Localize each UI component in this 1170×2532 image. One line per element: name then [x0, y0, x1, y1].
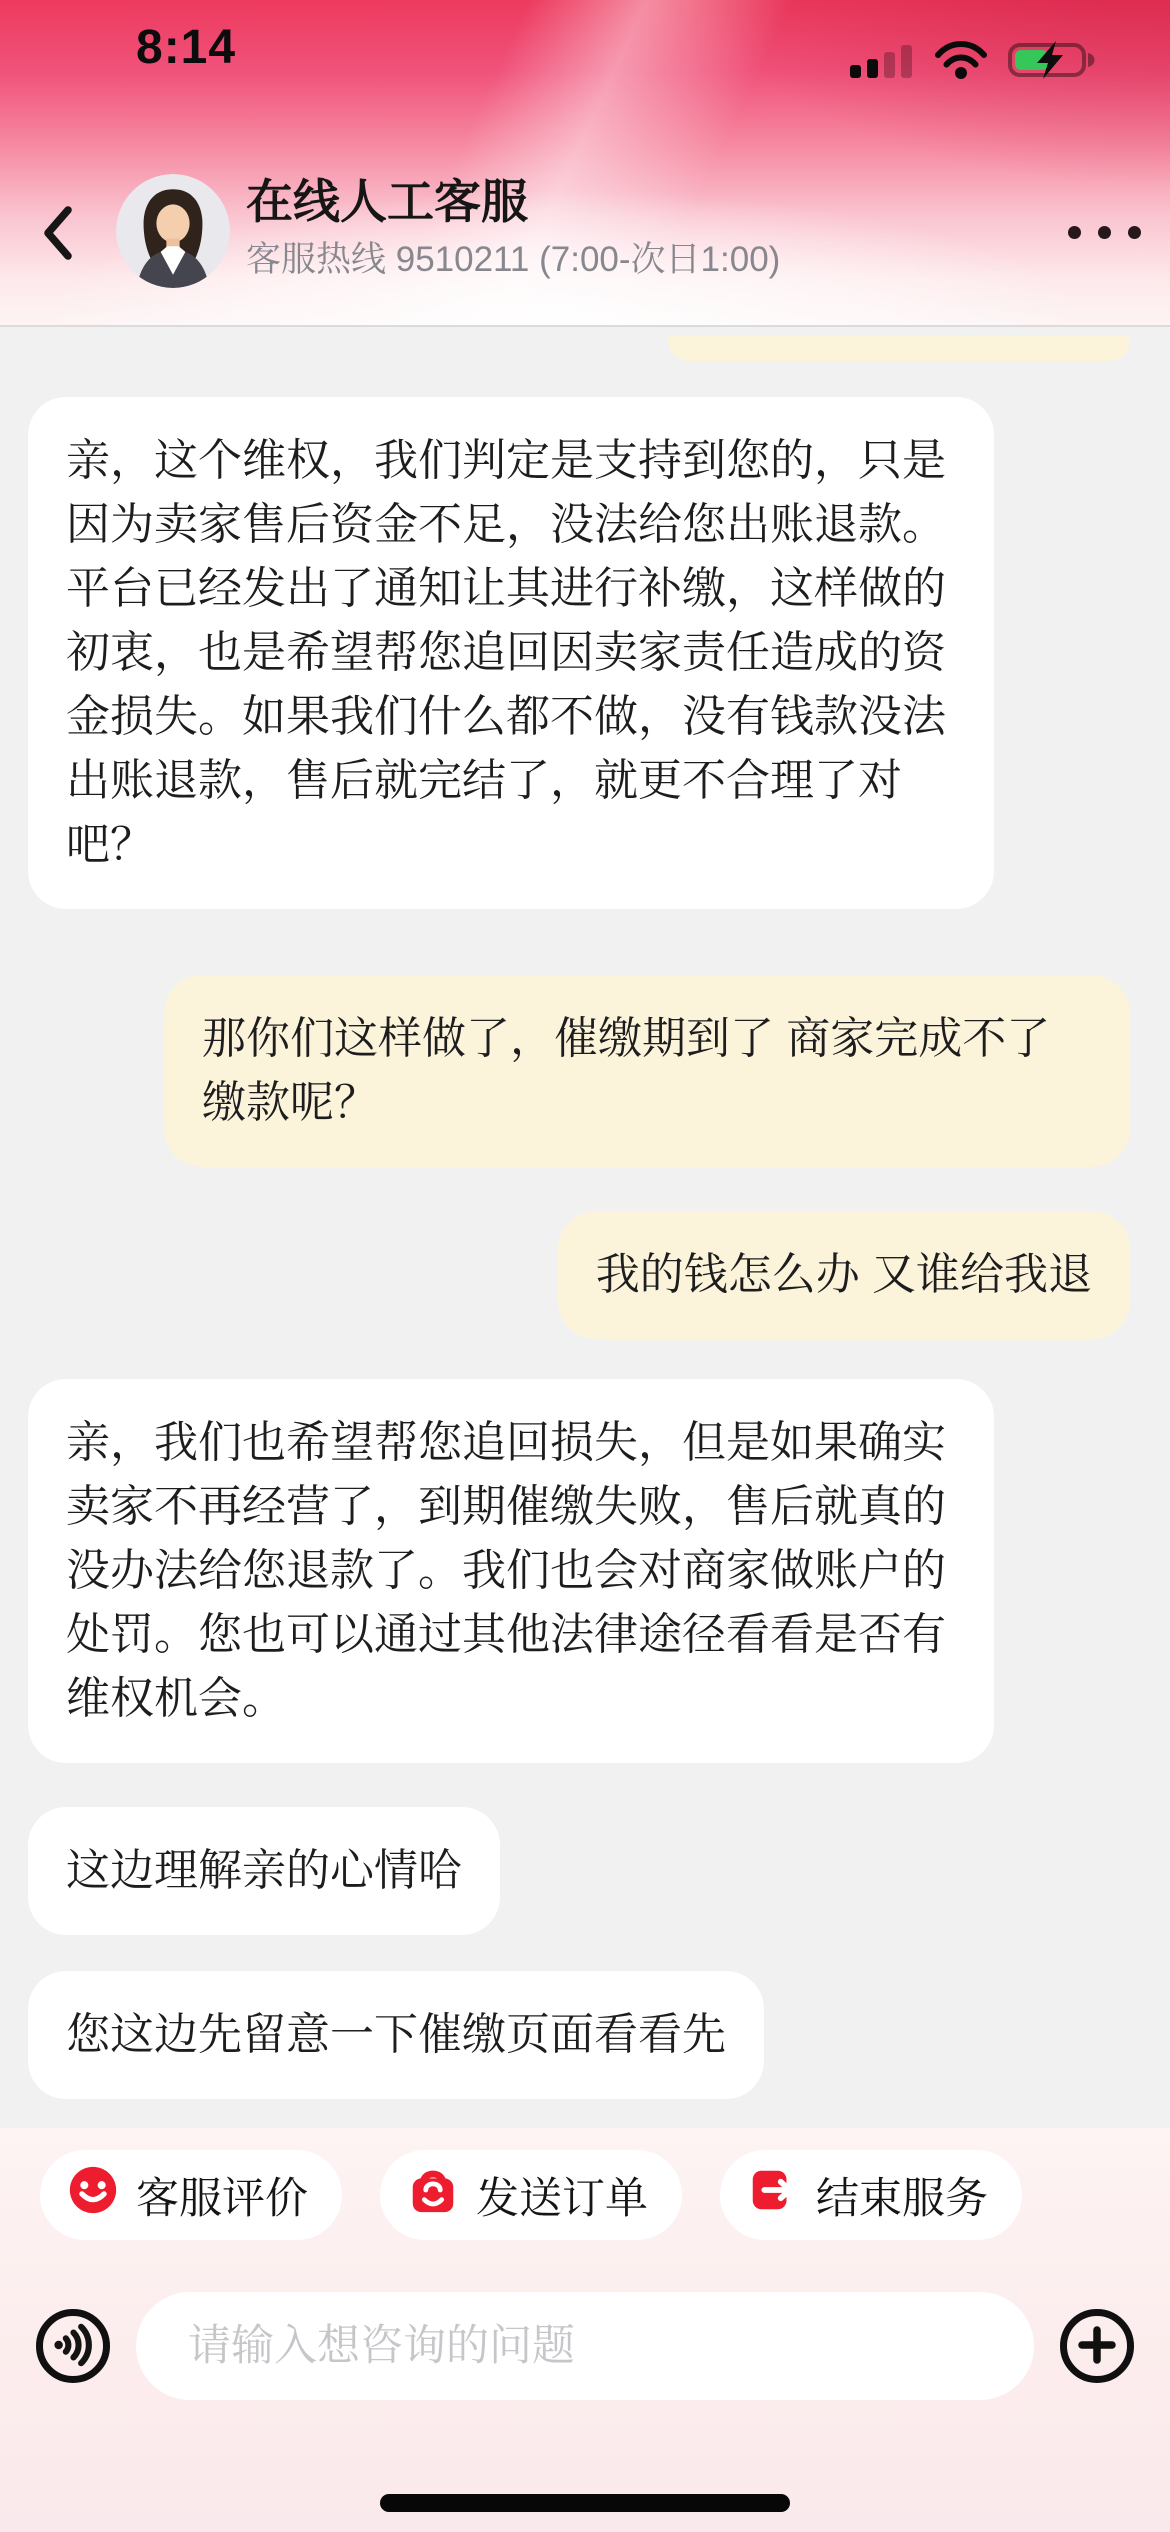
message-input[interactable] [136, 2292, 1034, 2400]
status-icons [850, 40, 1096, 85]
quick-action-row [40, 2150, 1022, 2240]
chip-label: 客服评价 [136, 2174, 308, 2223]
agent-avatar [116, 174, 230, 288]
agent-message-bubble: 这边理解亲的心情哈 [28, 1807, 500, 1935]
smiley-icon [66, 2163, 120, 2228]
composer-bar [36, 2292, 1134, 2400]
plus-icon [1077, 2325, 1117, 2368]
send-order-button[interactable] [380, 2150, 682, 2240]
chip-label: 结束服务 [816, 2174, 988, 2223]
voice-input-button[interactable] [36, 2309, 110, 2383]
more-menu-button[interactable] [1068, 226, 1141, 239]
chat-area [0, 327, 1170, 2128]
shopping-bag-icon [406, 2163, 460, 2228]
voice-wave-icon [50, 2322, 96, 2371]
page-title: 在线人工客服 [246, 175, 528, 228]
chip-label: 发送订单 [476, 2174, 648, 2223]
back-button[interactable] [40, 204, 74, 262]
end-service-button[interactable] [720, 2150, 1022, 2240]
agent-message-bubble: 您这边先留意一下催缴页面看看先 [28, 1971, 764, 2099]
hotline-subtitle: 客服热线 9510211 (7:00-次日1:00) [246, 240, 781, 279]
user-message-bubble: 那你们这样做了，催缴期到了 商家完成不了缴款呢？ [164, 975, 1130, 1167]
rate-service-button[interactable] [40, 2150, 342, 2240]
agent-message-bubble: 亲，我们也希望帮您追回损失，但是如果确实卖家不再经营了，到期催缴失败，售后就真的没办法给您退款了。我们也会对商家做账户的处罚。您也可以通过其他法律途径看看是否有维权机会。 [28, 1379, 994, 1763]
user-message-bubble: 我的钱怎么办 又谁给我退 [558, 1211, 1130, 1339]
partial-user-bubble [668, 335, 1130, 361]
add-attachment-button[interactable] [1060, 2309, 1134, 2383]
bottom-panel [0, 2128, 1170, 2532]
agent-message-bubble: 亲，这个维权，我们判定是支持到您的，只是因为卖家售后资金不足，没法给您出账退款。平台已经发出了通知让其进行补缴，这样做的初衷，也是希望帮您追回因卖家责任造成的资金损失。如果我们什么都不做，没有钱款没法出账退款，售后就完结了，就更不合理了对吧？ [28, 397, 994, 909]
cellular-signal-icon [850, 42, 914, 83]
home-indicator[interactable] [380, 2494, 790, 2512]
battery-charging-icon [1008, 40, 1096, 85]
status-time: 8:14 [136, 21, 237, 74]
header-titles [246, 176, 780, 280]
end-service-icon [746, 2163, 800, 2228]
header-area [0, 0, 1170, 327]
wifi-icon [934, 40, 988, 85]
